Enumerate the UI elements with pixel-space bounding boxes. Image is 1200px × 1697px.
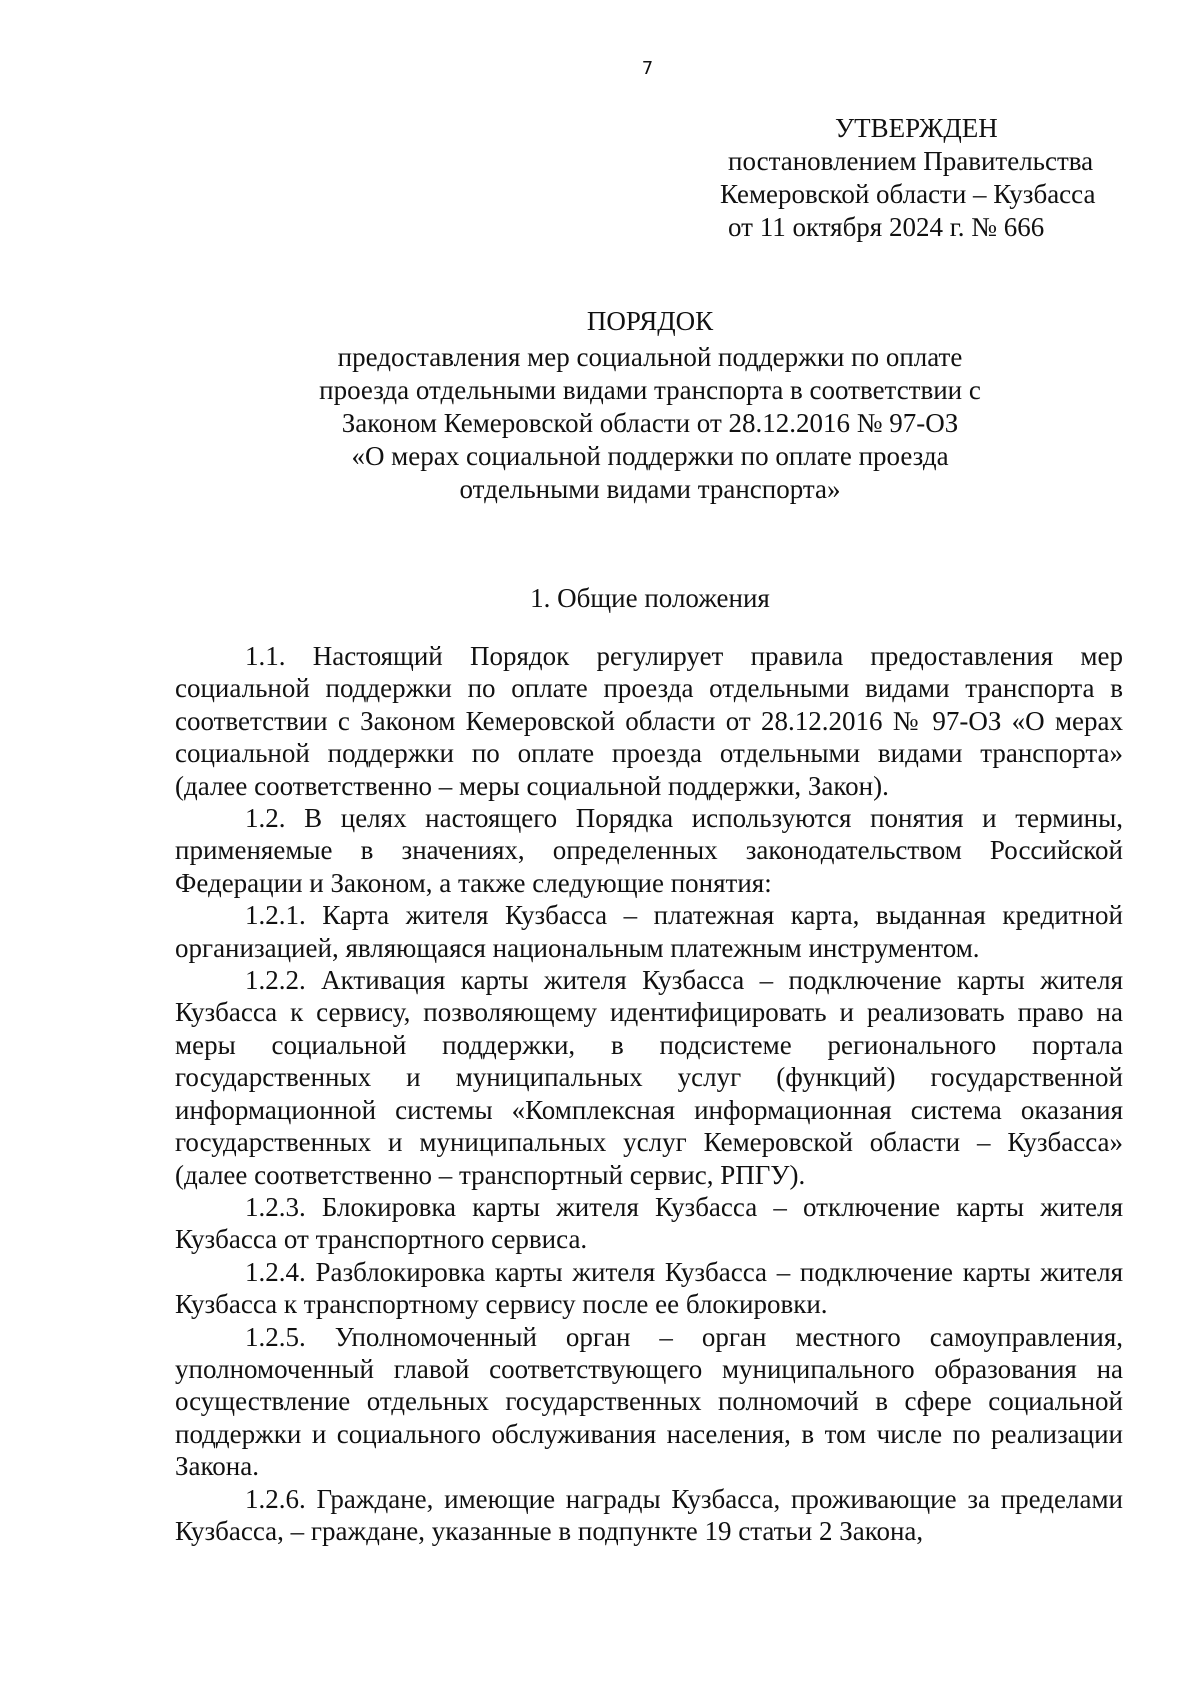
document-heading xyxy=(175,305,1125,506)
section-heading: 1. Общие положения xyxy=(530,583,770,613)
approval-line: от 11 октября 2024 г. № 666 xyxy=(728,212,1045,242)
paragraph: 1.2.6. Граждане, имеющие награды Кузбасса, проживающие за пределами Кузбасса, – граждане, указанные в подпункте 19 статьи 2 Закона, xyxy=(175,1483,1123,1546)
approval-stamp xyxy=(720,112,1120,244)
document-title: ПОРЯДОК xyxy=(586,306,714,336)
document-subtitle-line: отдельными видами транспорта» xyxy=(459,474,841,504)
document-body xyxy=(175,640,1123,1547)
document-subtitle-line: предоставления мер социальной поддержки по оплате xyxy=(337,342,963,372)
approval-line: Кемеровской области – Кузбасса xyxy=(720,179,1096,209)
page-number: 7 xyxy=(641,58,654,79)
approval-line: постановлением Правительства xyxy=(728,146,1094,176)
paragraph: 1.2. В целях настоящего Порядка используются понятия и термины, применяемые в значениях, определенных законодательством Российской Федерации и Законом, а также следующие понятия: xyxy=(175,803,1123,898)
paragraph: 1.2.2. Активация карты жителя Кузбасса – подключение карты жителя Кузбасса к сервису, позволяющему идентифицировать и реализовать право на меры социальной поддержки, в подсистеме регионального портала государственных и муниципальных услуг (функций) государственной информационной системы «Комплексная информационная система оказания государственных и муниципальных услуг Кемеровской области – Кузбасса» (далее соответственно – транспортный сервис, РПГУ). xyxy=(175,965,1123,1190)
document-subtitle-line: «О мерах социальной поддержки по оплате проезда xyxy=(351,441,949,471)
document-subtitle-line: Законом Кемеровской области от 28.12.2016 № 97-ОЗ xyxy=(341,408,959,438)
document-subtitle-line: проезда отдельными видами транспорта в соответствии с xyxy=(319,375,981,405)
approval-title: УТВЕРЖДЕН xyxy=(835,113,998,143)
paragraph: 1.2.1. Карта жителя Кузбасса – платежная карта, выданная кредитной организацией, являющаяся национальным платежным инструментом. xyxy=(175,900,1123,963)
paragraph: 1.2.3. Блокировка карты жителя Кузбасса – отключение карты жителя Кузбасса от транспортного сервиса. xyxy=(175,1191,1123,1255)
paragraph: 1.1. Настоящий Порядок регулирует правила предоставления мер социальной поддержки по оплате проезда отдельными видами транспорта в соответствии с Законом Кемеровской области от 28.12.2016 № 97-ОЗ «О мерах социальной поддержки по оплате проезда отдельными видами транспорта» (далее соответственно – меры социальной поддержки, Закон). xyxy=(175,641,1123,801)
paragraph: 1.2.4. Разблокировка карты жителя Кузбасса – подключение карты жителя Кузбасса к транспортному сервису после ее блокировки. xyxy=(175,1256,1123,1320)
paragraph: 1.2.5. Уполномоченный орган – орган местного самоуправления, уполномоченный главой соответствующего муниципального образования на осуществление отдельных государственных полномочий в сфере социальной поддержки и социального обслуживания населения, в том числе по реализации Закона. xyxy=(175,1321,1123,1482)
